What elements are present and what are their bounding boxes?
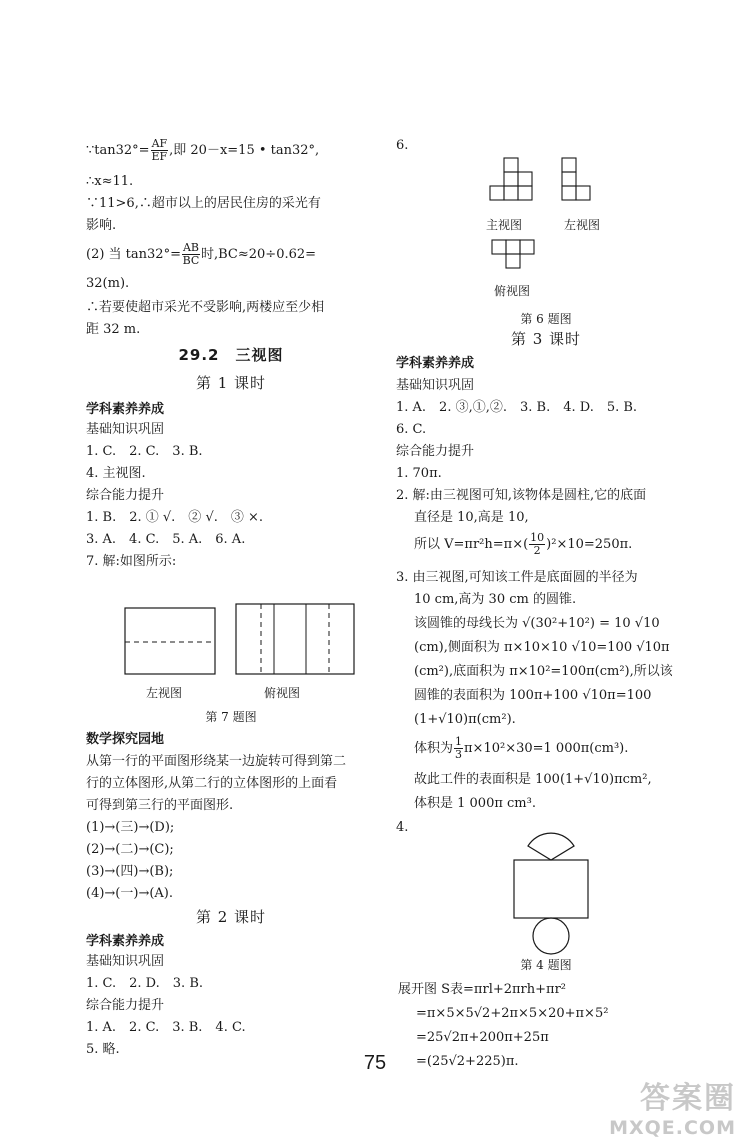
fig7-top-view — [236, 604, 354, 674]
figure-7 — [124, 602, 364, 684]
watermark-site: MXQE.COM — [609, 1117, 736, 1139]
answer-line: 1. 70π. — [396, 466, 442, 481]
explore-match: (2)→(二)→(C); — [86, 842, 174, 857]
fig6-top-label: 俯视图 — [494, 284, 531, 298]
answer-line: (cm),侧面积为 π×10×10 √10=100 √10π — [414, 640, 670, 655]
fig6-top-view — [492, 240, 534, 268]
answer-line: 该圆锥的母线长为 √(30²+10²) = 10 √10 — [414, 616, 660, 631]
subsection-subheading: 综合能力提升 — [86, 488, 165, 503]
answer-line: 3. A. 4. C. 5. A. 6. A. — [86, 532, 246, 547]
explore-match: (1)→(三)→(D); — [86, 820, 175, 835]
subsection-heading: 学科素养养成 — [396, 356, 475, 371]
explore-heading: 数学探究园地 — [86, 732, 165, 747]
fig7-caption: 第 7 题图 — [205, 710, 257, 724]
fig6-front-view — [490, 158, 532, 200]
answer-line: 2. 解:由三视图可知,该物体是圆柱,它的底面 — [396, 488, 647, 503]
solution-line: ∴x≈11. — [86, 174, 134, 189]
subsection-heading: 学科素养养成 — [86, 402, 165, 417]
section-title: 29.2 三视图 — [178, 346, 284, 364]
answer-line: 体积为 $\frac{1}{3}$ π×10²×30=1 000π(cm³). — [414, 735, 629, 762]
answer-line: 7. 解:如图所示: — [86, 554, 177, 569]
explore-paragraph: 行的立体图形,从第二行的立体图形的上面看 — [86, 776, 338, 791]
solution-line: ∵tan32°= $\frac{AF}{EF}$ ,即 20－x=15 • tan32°, — [86, 137, 320, 164]
answer-line: 5. 略. — [86, 1042, 120, 1057]
explore-paragraph: 可得到第三行的平面图形. — [86, 798, 234, 813]
explore-match: (4)→(一)→(A). — [86, 886, 174, 901]
subsection-subheading: 综合能力提升 — [86, 998, 165, 1013]
question-label: 4. — [396, 820, 409, 835]
lesson-title: 第 2 课时 — [195, 908, 267, 926]
answer-line: 1. C. 2. D. 3. B. — [86, 976, 204, 991]
explore-paragraph: 从第一行的平面图形绕某一边旋转可得到第二 — [86, 754, 347, 769]
fig7-left-label: 左视图 — [146, 686, 183, 700]
lesson-title: 第 3 课时 — [510, 330, 582, 348]
figure-6 — [486, 154, 606, 278]
fig6-side-view — [562, 158, 590, 200]
solution-line: 影响. — [86, 218, 117, 233]
answer-line: =π×5×5√2+2π×5×20+π×5² — [416, 1006, 609, 1021]
fig4-caption: 第 4 题图 — [520, 958, 572, 972]
answer-line: 1. A. 2. ③,①,②. 3. B. 4. D. 5. B. — [396, 400, 638, 415]
solution-line: ∵11>6,∴超市以上的居民住房的采光有 — [86, 196, 321, 211]
subsection-subheading: 基础知识巩固 — [86, 422, 165, 437]
answer-line: =25√2π+200π+25π — [416, 1030, 549, 1045]
solution-line: 32(m). — [86, 276, 130, 291]
fraction: $\frac{AB}{BC}$ — [182, 241, 200, 268]
answer-line: 体积是 1 000π cm³. — [414, 796, 536, 811]
fig6-front-label: 主视图 — [486, 218, 523, 232]
answer-line: 1. B. 2. ① √. ② √. ③ ×. — [86, 510, 264, 525]
answer-line: 所以 V=πr²h=π×( $\frac{10}{2}$ )²×10=250π. — [414, 531, 633, 558]
watermark-logo: 答案圈 — [640, 1081, 736, 1116]
answer-line: 1. A. 2. C. 3. B. 4. C. — [86, 1020, 246, 1035]
fig6-side-label: 左视图 — [564, 218, 601, 232]
subsection-subheading: 基础知识巩固 — [396, 378, 475, 393]
fig4-rectangle — [514, 860, 588, 918]
fraction: $\frac{1}{3}$ — [455, 735, 463, 762]
subsection-subheading: 基础知识巩固 — [86, 954, 165, 969]
fig7-right-label: 俯视图 — [264, 686, 301, 700]
answer-line: (cm²),底面积为 π×10²=100π(cm²),所以该 — [414, 664, 673, 679]
fig7-left-view — [125, 608, 215, 674]
fig6-caption: 第 6 题图 — [520, 312, 572, 326]
answer-line: 1. C. 2. C. 3. B. — [86, 444, 203, 459]
question-label: 6. — [396, 138, 409, 153]
answer-line: 3. 由三视图,可知该工件是底面圆的半径为 — [396, 570, 638, 585]
solution-line: 距 32 m. — [86, 322, 141, 337]
answer-line: (1+√10)π(cm²). — [414, 712, 516, 727]
watermark — [609, 1073, 736, 1139]
subsection-subheading: 综合能力提升 — [396, 444, 475, 459]
figure-4 — [506, 820, 596, 956]
answer-line: 展开图 S表=πrl+2πrh+πr² — [398, 982, 567, 997]
answer-line: 圆锥的表面积为 100π+100 √10π=100 — [414, 688, 652, 703]
page-number: 75 — [363, 1052, 387, 1074]
answer-line: 6. C. — [396, 422, 427, 437]
explore-match: (3)→(四)→(B); — [86, 864, 174, 879]
subsection-heading: 学科素养养成 — [86, 934, 165, 949]
answer-line: 直径是 10,高是 10, — [414, 510, 529, 525]
solution-line: ∴若要使超市采光不受影响,两楼应至少相 — [86, 300, 325, 315]
answer-line: =(25√2+225)π. — [416, 1054, 519, 1069]
answer-line: 10 cm,高为 30 cm 的圆锥. — [414, 592, 577, 607]
answer-line: 4. 主视图. — [86, 466, 146, 481]
fraction: $\frac{AF}{EF}$ — [151, 137, 168, 164]
lesson-title: 第 1 课时 — [195, 374, 267, 392]
answer-line: 故此工件的表面积是 100(1+√10)πcm², — [414, 772, 652, 787]
fig4-sector — [528, 833, 574, 860]
solution-line: (2) 当 tan32°= $\frac{AB}{BC}$ 时,BC≈20÷0.62= — [86, 241, 317, 268]
fig4-circle — [533, 918, 569, 954]
fraction: $\frac{10}{2}$ — [530, 531, 545, 558]
